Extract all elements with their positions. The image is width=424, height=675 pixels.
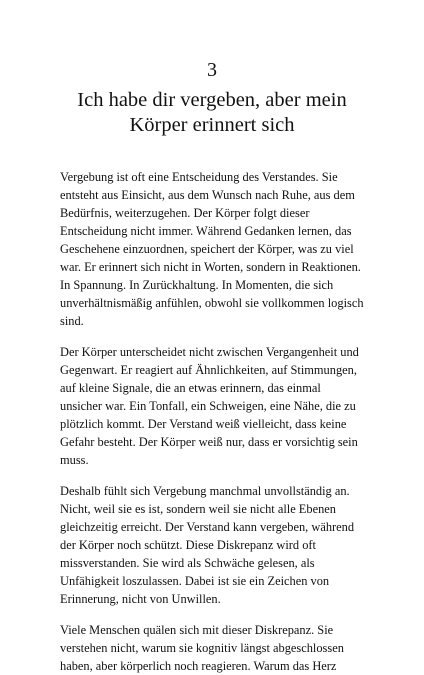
paragraph-3: Deshalb fühlt sich Vergebung manchmal unvollständig an. Nicht, weil sie es ist, sondern weil sie nicht alle Ebenen gleichzeitig erreicht. Der Verstand kann vergeben, während der Körper noch schützt. Diese Diskrepanz wird oft missverstanden. Sie wird als Schwäche gelesen, als Unfähigkeit loszulassen. Dabei ist sie ein Zeichen von Erinnerung, nicht von Unwillen.	[60, 484, 355, 606]
paragraph-1: Vergebung ist oft eine Entscheidung des Verstandes. Sie entsteht aus Einsicht, aus dem Wunsch nach Ruhe, aus dem Bedürfnis, weiterzugehen. Der Körper folgt dieser Entscheidung nicht immer. Während Gedanken lernen, das Geschehene einzuordnen, speichert der Körper, was zu viel war. Er erinnert sich nicht in Worten, sondern in Reaktionen. In Spannung. In Zurückhaltung. In Momenten, die sich unverhältnismäßig anfühlen, obwohl sie vollkommen logisch sind.	[60, 170, 364, 328]
chapter-body	[60, 168, 364, 675]
chapter-title	[60, 88, 364, 138]
chapter-number: 3	[207, 59, 217, 81]
chapter-title-line-1: Ich habe dir vergeben, aber mein	[77, 89, 347, 111]
paragraph-2: Der Körper unterscheidet nicht zwischen Vergangenheit und Gegenwart. Er reagiert auf Ähnlichkeiten, auf Stimmungen, auf kleine Signale, die an etwas erinnern, das einmal unsicher war. Ein Tonfall, ein Schweigen, eine Nähe, die zu plötzlich kommt. Der Verstand weiß vielleicht, dass keine Gefahr besteht. Der Körper weiß nur, dass er vorsichtig sein muss.	[60, 345, 359, 467]
paragraph-4: Viele Menschen quälen sich mit dieser Diskrepanz. Sie verstehen nicht, warum sie kognitiv längst abgeschlossen haben, aber körperlich noch reagieren. Warum das Herz	[60, 623, 344, 673]
chapter-title-line-2: Körper erinnert sich	[129, 114, 295, 136]
